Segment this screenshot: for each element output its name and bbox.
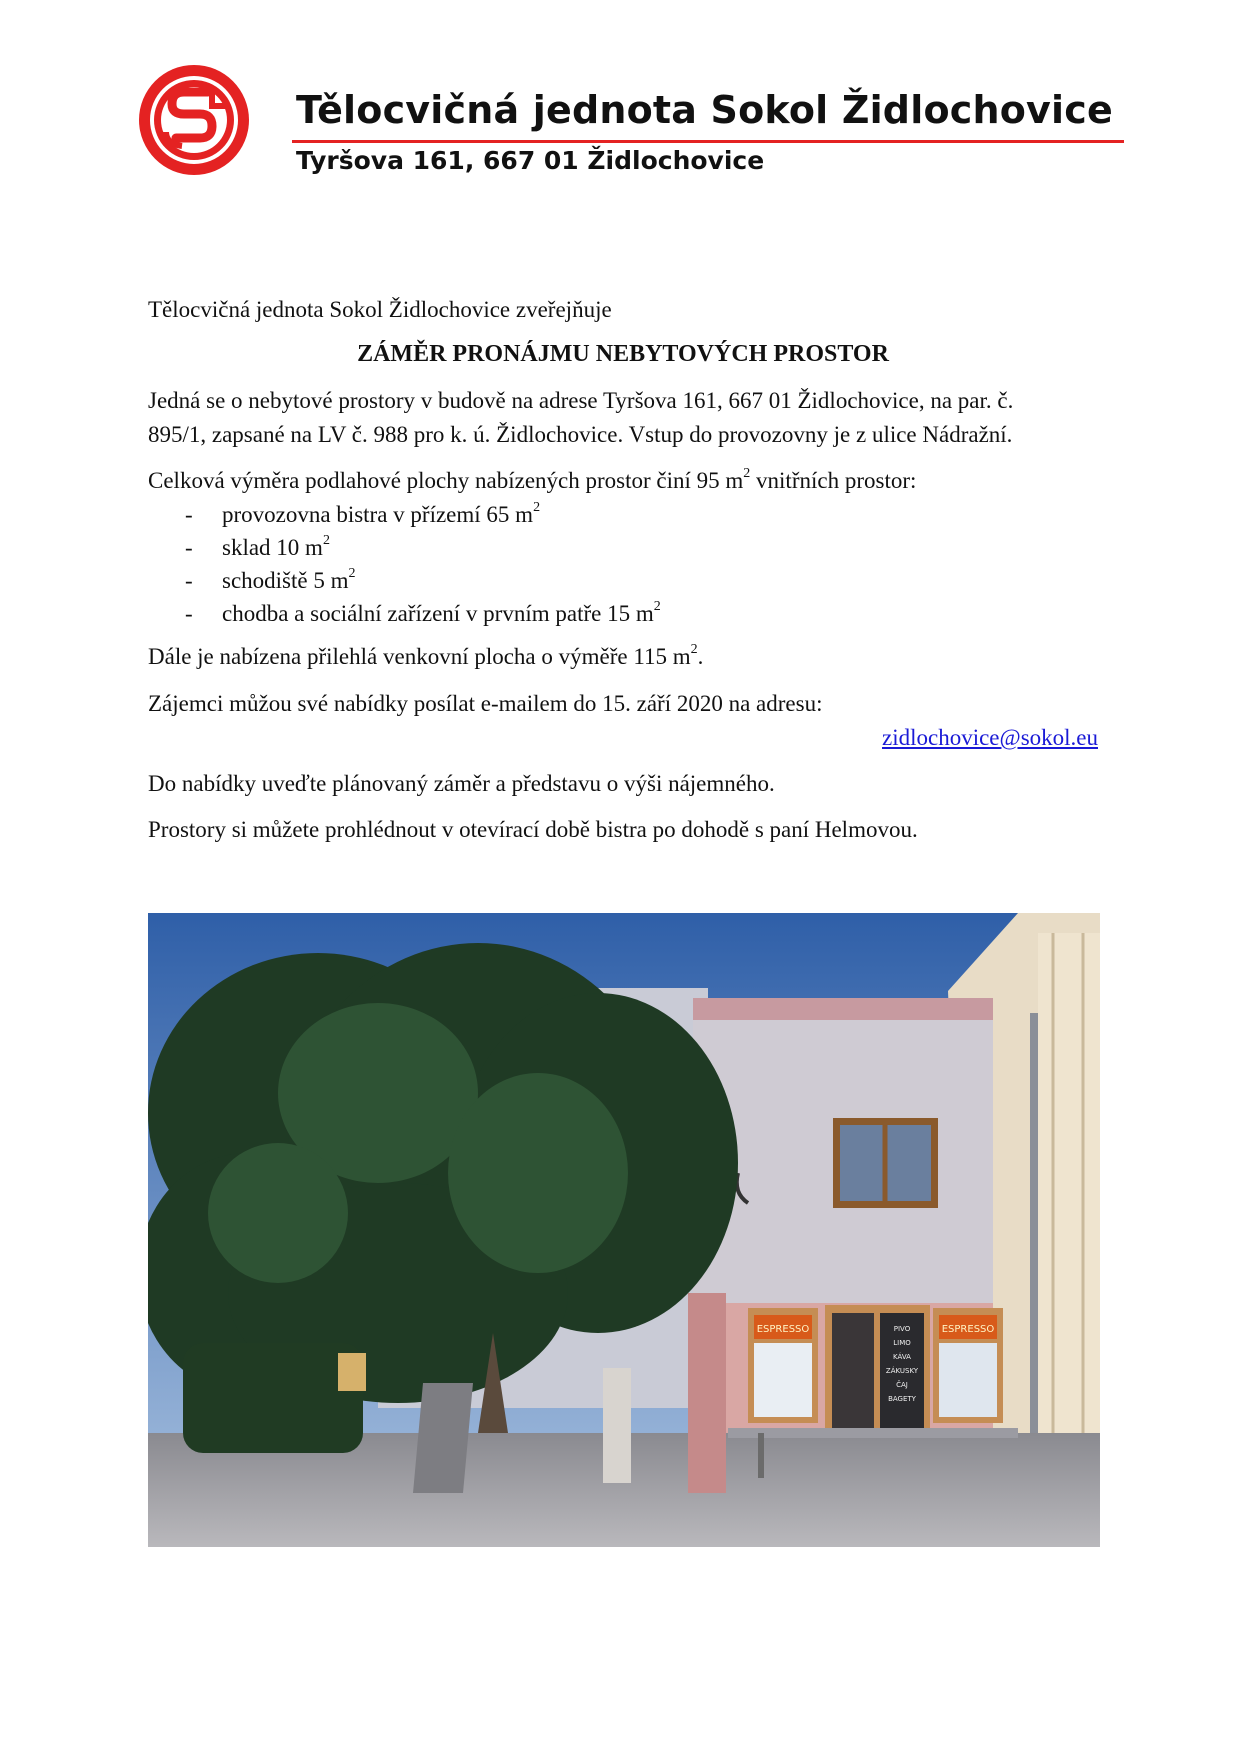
list-dash: - <box>185 601 193 626</box>
list-item <box>185 564 661 597</box>
organization-name: Tělocvičná jednota Sokol Židlochovice <box>296 88 1113 132</box>
outdoor-area-suffix: . <box>697 644 704 669</box>
email-link[interactable]: zidlochovice@sokol.eu <box>882 725 1098 750</box>
area-summary-text: Celková výměra podlahové plochy nabízených prostor činí 95 m <box>148 468 744 493</box>
intro-text: Tělocvičná jednota Sokol Židlochovice zveřejňuje <box>148 297 612 322</box>
property-description-line-1: Jedná se o nebytové prostory v budově na adrese Tyršova 161, 667 01 Židlochovice, na par. č. <box>148 388 1014 413</box>
list-item-text: provozovna bistra v přízemí 65 m <box>222 502 534 527</box>
sign-right-text: ESPRESSO <box>941 1324 995 1335</box>
sign-left-text: ESPRESSO <box>756 1324 810 1335</box>
notice-title: ZÁMĚR PRONÁJMU NEBYTOVÝCH PROSTOR <box>357 341 889 367</box>
door-menu-item: BAGETY <box>888 1395 916 1403</box>
door-menu-item: LIMO <box>893 1339 911 1347</box>
space-list <box>185 498 661 630</box>
area-summary <box>148 464 1098 498</box>
sokol-logo-icon <box>136 62 252 178</box>
list-dash: - <box>185 502 193 527</box>
list-item-sup: 2 <box>653 599 661 615</box>
list-item-sup: 2 <box>533 500 541 516</box>
door-menu-item: ZÁKUSKY <box>885 1367 919 1375</box>
list-item-text: sklad 10 m <box>222 535 323 560</box>
property-description-line-2: 895/1, zapsané na LV č. 988 pro k. ú. Židlochovice. Vstup do provozovny je z ulice Nádražní. <box>148 422 1013 447</box>
plan-instructions: Do nabídky uveďte plánovaný záměr a představu o výši nájemného. <box>148 771 775 796</box>
list-item <box>185 597 661 630</box>
list-item-text: schodiště 5 m <box>222 568 349 593</box>
list-item-sup: 2 <box>348 566 356 582</box>
outdoor-area <box>148 640 1098 674</box>
building-photo <box>148 913 1100 1547</box>
offer-instructions: Zájemci můžou své nabídky posílat e-mailem do 15. září 2020 na adresu: <box>148 691 823 716</box>
outdoor-area-text: Dále je nabízena přilehlá venkovní plocha o výměře 115 m <box>148 644 691 669</box>
list-dash: - <box>185 568 193 593</box>
list-item-text: chodba a sociální zařízení v prvním patře 15 m <box>222 601 654 626</box>
list-item-sup: 2 <box>322 533 330 549</box>
area-summary-suffix: vnitřních prostor: <box>750 468 917 493</box>
property-description <box>148 384 1098 452</box>
outdoor-area-sup: 2 <box>690 642 698 658</box>
header-divider <box>292 140 1124 143</box>
area-summary-sup: 2 <box>743 466 751 482</box>
visit-instructions: Prostory si můžete prohlédnout v otevírací době bistra po dohodě s paní Helmovou. <box>148 817 918 842</box>
door-menu-item: KÁVA <box>893 1353 911 1361</box>
door-menu-item: ČAJ <box>896 1381 908 1389</box>
organization-address: Tyršova 161, 667 01 Židlochovice <box>296 146 765 175</box>
door-menu-item: PIVO <box>893 1325 911 1333</box>
list-item <box>185 498 661 531</box>
list-item <box>185 531 661 564</box>
list-dash: - <box>185 535 193 560</box>
